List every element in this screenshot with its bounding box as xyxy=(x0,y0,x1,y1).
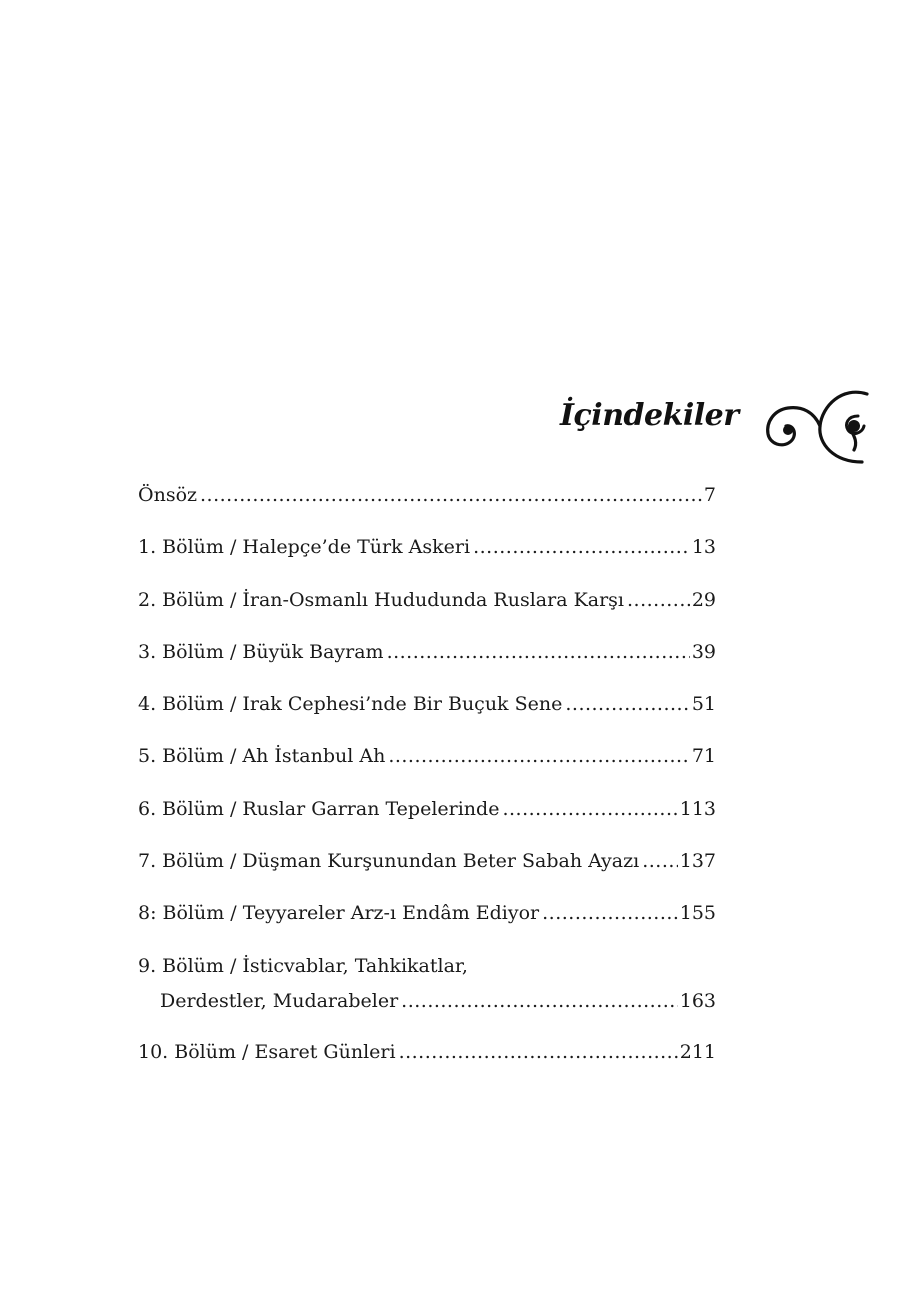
toc-entry-page: 155 xyxy=(679,902,716,925)
toc-entry-page: 29 xyxy=(691,588,716,611)
toc-entry-chapter-9 xyxy=(138,953,716,1039)
toc-entry-chapter-10 xyxy=(138,1039,716,1091)
toc-entry-chapter-7 xyxy=(138,848,716,900)
toc-entry-title: 2. Bölüm / İran-Osmanlı Hududunda Ruslara Karşı xyxy=(138,588,625,611)
toc-entry-page: 211 xyxy=(679,1040,716,1063)
toc-entry-title: 8: Bölüm / Teyyareler Arz-ı Endâm Ediyor xyxy=(138,902,540,925)
toc-leader-dots xyxy=(401,988,678,1014)
toc-leader-dots xyxy=(399,1039,678,1065)
toc-entry-title: 4. Bölüm / Irak Cephesi’nde Bir Buçuk Sene xyxy=(138,693,563,716)
toc-entry-preface xyxy=(138,482,716,534)
toc-entry-chapter-6 xyxy=(138,796,716,848)
toc-entry-page: 7 xyxy=(703,484,716,506)
toc-entry-page: 113 xyxy=(679,797,716,820)
toc-entry-chapter-8 xyxy=(138,900,716,952)
toc-entry-title: 9. Bölüm / İsticvablar, Tahkikatlar, xyxy=(138,954,468,977)
page-title: İçindekiler xyxy=(560,398,739,433)
toc-entry-title: Önsöz xyxy=(138,484,198,506)
toc-leader-dots xyxy=(502,796,677,822)
toc-entry-page: 137 xyxy=(679,850,716,873)
toc-entry-chapter-4 xyxy=(138,691,716,743)
toc-entry-title: 6. Bölüm / Ruslar Garran Tepelerinde xyxy=(138,797,500,820)
toc-entry-chapter-5 xyxy=(138,743,716,795)
scroll-flourish-icon xyxy=(762,386,872,466)
toc-leader-dots xyxy=(388,743,690,769)
toc-leader-dots xyxy=(642,848,678,874)
toc-entry-chapter-2 xyxy=(138,587,716,639)
toc-entry-title: 3. Bölüm / Büyük Bayram xyxy=(138,640,384,663)
toc-leader-dots xyxy=(565,691,689,717)
toc-leader-dots xyxy=(627,587,690,613)
toc-leader-dots xyxy=(387,639,690,665)
toc-entry-page: 51 xyxy=(691,693,716,716)
toc-entry-page: 13 xyxy=(691,536,716,559)
toc-entry-title: 5. Bölüm / Ah İstanbul Ah xyxy=(138,745,386,768)
toc-leader-dots xyxy=(200,482,702,508)
toc-leader-dots xyxy=(473,534,690,560)
toc-leader-dots xyxy=(542,900,678,926)
toc-entry-chapter-3 xyxy=(138,639,716,691)
toc-entry-chapter-1 xyxy=(138,534,716,586)
toc-entry-title: 7. Bölüm / Düşman Kurşunundan Beter Sabah Ayazı xyxy=(138,850,640,873)
toc-entry-title: 10. Bölüm / Esaret Günleri xyxy=(138,1040,396,1063)
table-of-contents xyxy=(138,482,716,1091)
toc-entry-page: 71 xyxy=(691,745,716,768)
toc-entry-title: 1. Bölüm / Halepçe’de Türk Askeri xyxy=(138,536,471,559)
toc-entry-page: 163 xyxy=(679,989,716,1012)
toc-entry-title-continued: Derdestler, Mudarabeler xyxy=(160,989,399,1012)
toc-entry-page: 39 xyxy=(691,640,716,663)
